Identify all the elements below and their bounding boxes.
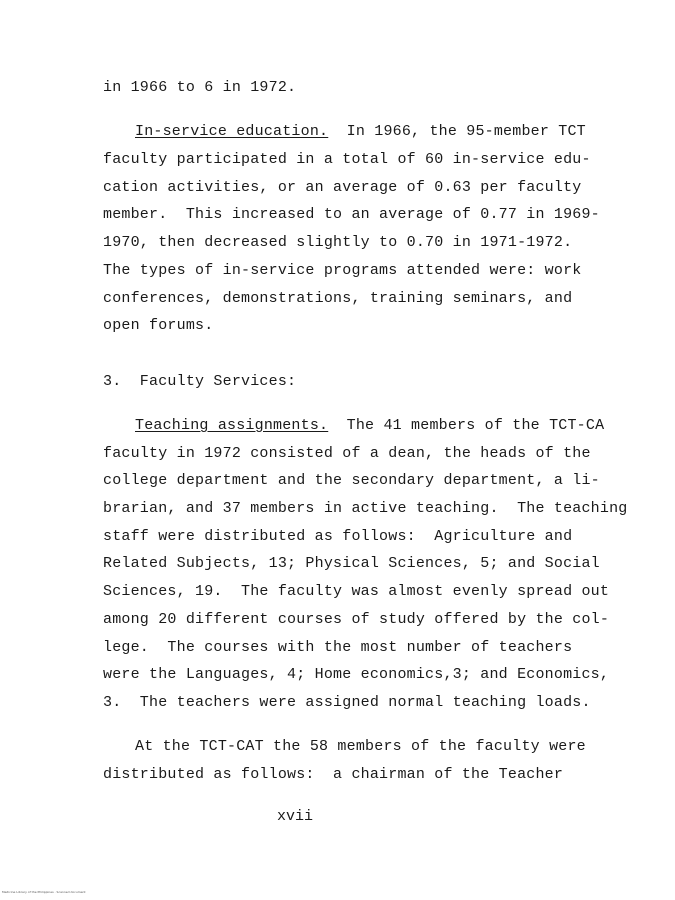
text-line: in 1966 to 6 in 1972. <box>103 79 297 96</box>
section-heading: In-service education. <box>135 123 329 140</box>
text-line: were the Languages, 4; Home economics,3; and Economics, <box>103 666 610 683</box>
text-line: faculty participated in a total of 60 in-service edu- <box>103 151 591 168</box>
scan-footer: Medicine Library of the Philippines · Scanned document <box>2 890 86 894</box>
text-span: In 1966, the 95-member TCT <box>328 123 586 140</box>
text-line: Sciences, 19. The faculty was almost evenly spread out <box>103 583 610 600</box>
text-line: At the TCT-CAT the 58 members of the faculty were <box>135 738 586 755</box>
text-line: among 20 different courses of study offered by the col- <box>103 611 610 628</box>
text-line: The types of in-service programs attended were: work <box>103 262 582 279</box>
text-line: lege. The courses with the most number of teachers <box>103 639 573 656</box>
text-line: college department and the secondary department, a li- <box>103 472 600 489</box>
page-number: xvii <box>277 808 314 825</box>
text-line: staff were distributed as follows: Agriculture and <box>103 528 573 545</box>
text-line: open forums. <box>103 317 214 334</box>
text-line: brarian, and 37 members in active teaching. The teaching <box>103 500 628 517</box>
text-line: distributed as follows: a chairman of the Teacher <box>103 766 564 783</box>
text-line: member. This increased to an average of 0.77 in 1969- <box>103 206 600 223</box>
text-line: cation activities, or an average of 0.63 per faculty <box>103 179 582 196</box>
text-span: The 41 members of the TCT-CA <box>328 417 605 434</box>
text-line <box>135 123 586 141</box>
text-line: 3. The teachers were assigned normal teaching loads. <box>103 694 591 711</box>
text-line <box>135 417 604 435</box>
section-title: 3. Faculty Services: <box>103 373 297 390</box>
text-line: 1970, then decreased slightly to 0.70 in 1971-1972. <box>103 234 573 251</box>
text-line: conferences, demonstrations, training seminars, and <box>103 290 573 307</box>
text-line: faculty in 1972 consisted of a dean, the heads of the <box>103 445 591 462</box>
text-line: Related Subjects, 13; Physical Sciences, 5; and Social <box>103 555 600 572</box>
section-heading: Teaching assignments. <box>135 417 329 434</box>
